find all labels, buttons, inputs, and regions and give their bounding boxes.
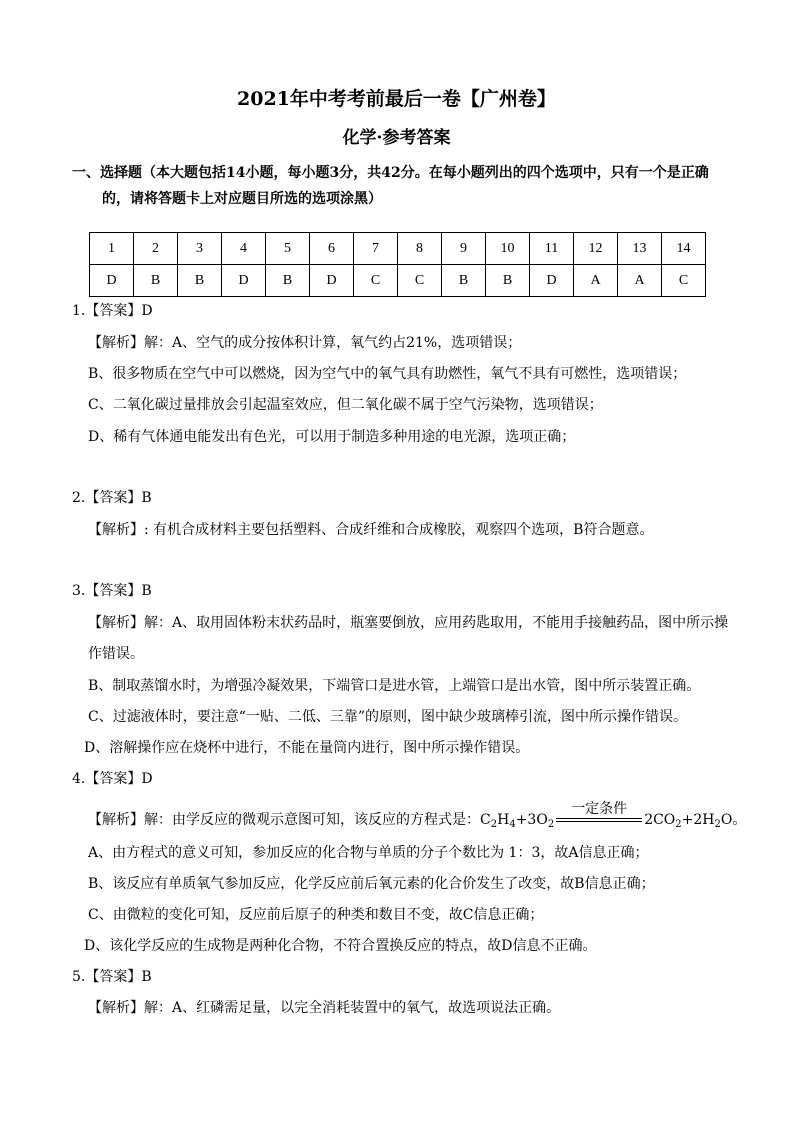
eq-subscript: 2 [675, 819, 682, 830]
q4-option-d: D、该化学反应的生成物是两种化合物，不符合置换反应的特点，故D信息不正确。 [84, 938, 597, 954]
reaction-arrow [554, 801, 644, 830]
table-cell: A [618, 265, 662, 297]
table-cell: D [310, 265, 354, 297]
answer-table-answer-row [90, 265, 706, 297]
table-cell: D [222, 265, 266, 297]
eq-term: O。 [720, 812, 747, 828]
q4-explanation [88, 801, 747, 830]
q5-answer: 5.【答案】B [72, 969, 152, 985]
table-cell: 13 [618, 233, 662, 265]
q3-option-d: D、溶解操作应在烧杯中进行，不能在量筒内进行，图中所示操作错误。 [84, 740, 530, 756]
q1-answer: 1.【答案】D [72, 303, 153, 319]
page-title: 2021年中考考前最后一卷【广州卷】 [237, 88, 556, 110]
table-cell: 7 [354, 233, 398, 265]
table-cell: 10 [486, 233, 530, 265]
table-cell: 5 [266, 233, 310, 265]
q3-option-b: B、制取蒸馏水时，为增强冷凝效果，下端管口是进水管，上端管口是出水管，图中所示装置正确。 [88, 678, 701, 694]
q4-option-c: C、由微粒的变化可知，反应前后原子的种类和数目不变，故C信息正确； [88, 907, 544, 923]
q1-explanation: 【解析】解：A、空气的成分按体积计算，氧气约占21%，选项错误； [88, 335, 522, 351]
table-cell: B [134, 265, 178, 297]
section-heading-line1: 一、选择题（本大题包括14小题，每小题3分，共42分。在每小题列出的四个选项中，只有一个是正确 [72, 165, 709, 181]
table-cell: B [178, 265, 222, 297]
section-heading [72, 160, 732, 212]
q4-option-b: B、该反应有单质氧气参加反应，化学反应前后氧元素的化合价发生了改变，故B信息正确； [88, 876, 655, 892]
table-cell: B [486, 265, 530, 297]
eq-subscript: 2 [714, 819, 721, 830]
answer-table [89, 232, 706, 297]
table-cell: B [266, 265, 310, 297]
table-cell: 4 [222, 233, 266, 265]
table-cell: 2 [134, 233, 178, 265]
eq-term: C [480, 812, 491, 828]
eq-subscript: 2 [547, 819, 555, 830]
q1-option-b: B、很多物质在空气中可以燃烧，因为空气中的氧气具有助燃性，氧气不具有可燃性，选项错误； [88, 366, 687, 382]
table-cell: 11 [530, 233, 574, 265]
eq-subscript: 4 [509, 819, 516, 830]
eq-term: +2H [681, 812, 715, 828]
table-cell: D [90, 265, 134, 297]
q2-answer: 2.【答案】B [72, 490, 152, 506]
eq-subscript: 2 [490, 819, 498, 830]
page-subtitle: 化学·参考答案 [342, 128, 451, 148]
table-cell: 14 [662, 233, 706, 265]
table-cell: 6 [310, 233, 354, 265]
table-cell: 3 [178, 233, 222, 265]
q2-explanation: 【解析】: 有机合成材料主要包括塑料、合成纤维和合成橡胶，观察四个选项，B符合题意。 [88, 522, 654, 538]
table-cell: 12 [574, 233, 618, 265]
q3-option-c: C、过滤液体时，要注意“一贴、二低、三靠”的原则，图中缺少玻璃棒引流，图中所示操作错误。 [88, 709, 688, 725]
q4-explanation-prefix: 【解析】解：由学反应的微观示意图可知，该反应的方程式是： [88, 812, 480, 828]
table-cell: C [662, 265, 706, 297]
table-cell: 8 [398, 233, 442, 265]
q1-option-d: D、稀有气体通电能发出有色光，可以用于制造多种用途的电光源，选项正确； [88, 429, 576, 445]
reaction-condition: 一定条件 [571, 801, 628, 817]
section-heading-line2: 的，请将答题卡上对应题目所选的选项涂黑） [102, 191, 382, 207]
eq-term: 2CO [644, 812, 676, 828]
table-cell: C [398, 265, 442, 297]
table-cell: 9 [442, 233, 486, 265]
q4-option-a: A、由方程式的意义可知，参加反应的化合物与单质的分子个数比为 1：3，故A信息正确； [88, 845, 649, 861]
q3-answer: 3.【答案】B [72, 583, 152, 599]
q4-answer: 4.【答案】D [72, 771, 153, 787]
answer-table-number-row [90, 233, 706, 265]
table-cell: 1 [90, 233, 134, 265]
eq-term: +3O [515, 812, 548, 828]
q5-explanation: 【解析】解：A、红磷需足量，以完全消耗装置中的氧气，故选项说法正确。 [88, 1000, 561, 1016]
q3-explanation: 【解析】解：A、取用固体粉末状药品时，瓶塞要倒放，应用药匙取用，不能用手接触药品，图中所示操 [88, 615, 729, 631]
table-cell: A [574, 265, 618, 297]
chemical-equation [480, 801, 747, 830]
q3-explanation-cont: 作错误。 [88, 646, 144, 662]
table-cell: C [354, 265, 398, 297]
table-cell: D [530, 265, 574, 297]
q1-option-c: C、二氧化碳过量排放会引起温室效应，但二氧化碳不属于空气污染物，选项错误； [88, 397, 603, 413]
table-cell: B [442, 265, 486, 297]
eq-term: H [497, 812, 510, 828]
